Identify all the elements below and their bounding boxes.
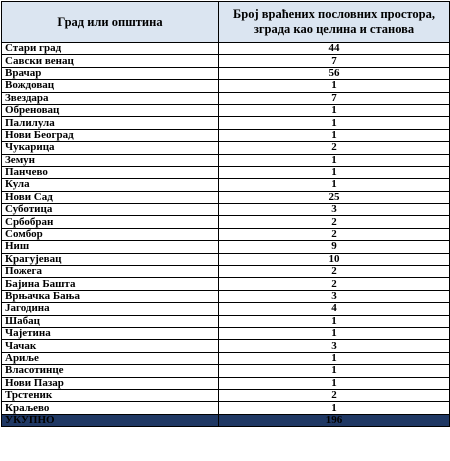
table-row xyxy=(2,92,450,104)
count-cell: 4 xyxy=(219,303,450,315)
header-count: Број враћених пословних простора, зграда као целина и станова xyxy=(219,2,450,43)
count-cell: 2 xyxy=(219,216,450,228)
count-cell: 3 xyxy=(219,340,450,352)
table-body xyxy=(2,43,450,415)
city-name-cell: Чукарица xyxy=(2,142,219,154)
table-row xyxy=(2,402,450,414)
city-name-cell: Врачар xyxy=(2,67,219,79)
table-row xyxy=(2,216,450,228)
city-name-cell: Крагујевац xyxy=(2,253,219,265)
table-row xyxy=(2,377,450,389)
count-cell: 2 xyxy=(219,389,450,401)
table-row xyxy=(2,340,450,352)
city-name-cell: Трстеник xyxy=(2,389,219,401)
count-cell: 3 xyxy=(219,204,450,216)
count-cell: 2 xyxy=(219,278,450,290)
count-cell: 1 xyxy=(219,352,450,364)
table-row xyxy=(2,352,450,364)
table-row xyxy=(2,278,450,290)
count-cell: 2 xyxy=(219,142,450,154)
count-cell: 56 xyxy=(219,67,450,79)
table-row xyxy=(2,389,450,401)
city-name-cell: Ариље xyxy=(2,352,219,364)
total-row xyxy=(2,414,450,427)
table-row xyxy=(2,241,450,253)
table-row xyxy=(2,327,450,339)
count-cell: 7 xyxy=(219,92,450,104)
city-name-cell: Јагодина xyxy=(2,303,219,315)
count-cell: 1 xyxy=(219,315,450,327)
city-name-cell: Савски венац xyxy=(2,55,219,67)
city-name-cell: Обреновац xyxy=(2,104,219,116)
total-count: 196 xyxy=(219,414,450,427)
count-cell: 1 xyxy=(219,327,450,339)
count-cell: 1 xyxy=(219,129,450,141)
city-name-cell: Краљево xyxy=(2,402,219,414)
city-name-cell: Палилула xyxy=(2,117,219,129)
table-row xyxy=(2,266,450,278)
table-row xyxy=(2,315,450,327)
count-cell: 1 xyxy=(219,166,450,178)
city-name-cell: Стари град xyxy=(2,43,219,55)
table-row xyxy=(2,129,450,141)
city-name-cell: Земун xyxy=(2,154,219,166)
count-cell: 25 xyxy=(219,191,450,203)
count-cell: 2 xyxy=(219,228,450,240)
count-cell: 1 xyxy=(219,104,450,116)
table-row xyxy=(2,290,450,302)
count-cell: 1 xyxy=(219,154,450,166)
city-name-cell: Врњачка Бања xyxy=(2,290,219,302)
city-name-cell: Сомбор xyxy=(2,228,219,240)
count-cell: 7 xyxy=(219,55,450,67)
count-cell: 1 xyxy=(219,377,450,389)
count-cell: 1 xyxy=(219,117,450,129)
table-row xyxy=(2,166,450,178)
header-row xyxy=(2,2,450,43)
city-name-cell: Вождовац xyxy=(2,80,219,92)
table-row xyxy=(2,204,450,216)
city-name-cell: Звездара xyxy=(2,92,219,104)
table-row xyxy=(2,228,450,240)
table-row xyxy=(2,55,450,67)
table-row xyxy=(2,43,450,55)
table-row xyxy=(2,179,450,191)
city-name-cell: Панчево xyxy=(2,166,219,178)
count-cell: 1 xyxy=(219,80,450,92)
city-name-cell: Србобран xyxy=(2,216,219,228)
table-row xyxy=(2,67,450,79)
table-row xyxy=(2,154,450,166)
returned-property-table xyxy=(1,1,450,427)
table-row xyxy=(2,253,450,265)
table-row xyxy=(2,117,450,129)
header-city: Град или општина xyxy=(2,2,219,43)
city-name-cell: Ниш xyxy=(2,241,219,253)
city-name-cell: Пожега xyxy=(2,266,219,278)
count-cell: 9 xyxy=(219,241,450,253)
city-name-cell: Нови Пазар xyxy=(2,377,219,389)
city-name-cell: Суботица xyxy=(2,204,219,216)
count-cell: 3 xyxy=(219,290,450,302)
table-row xyxy=(2,80,450,92)
table-row xyxy=(2,191,450,203)
city-name-cell: Бајина Башта xyxy=(2,278,219,290)
count-cell: 1 xyxy=(219,365,450,377)
city-name-cell: Чачак xyxy=(2,340,219,352)
count-cell: 1 xyxy=(219,402,450,414)
count-cell: 10 xyxy=(219,253,450,265)
table-row xyxy=(2,104,450,116)
city-name-cell: Шабац xyxy=(2,315,219,327)
count-cell: 2 xyxy=(219,266,450,278)
city-name-cell: Нови Београд xyxy=(2,129,219,141)
count-cell: 44 xyxy=(219,43,450,55)
city-name-cell: Нови Сад xyxy=(2,191,219,203)
table-row xyxy=(2,303,450,315)
city-name-cell: Власотинце xyxy=(2,365,219,377)
city-name-cell: Чајетина xyxy=(2,327,219,339)
table-row xyxy=(2,365,450,377)
city-name-cell: Кула xyxy=(2,179,219,191)
count-cell: 1 xyxy=(219,179,450,191)
total-label: УКУПНО xyxy=(2,414,219,427)
table-row xyxy=(2,142,450,154)
